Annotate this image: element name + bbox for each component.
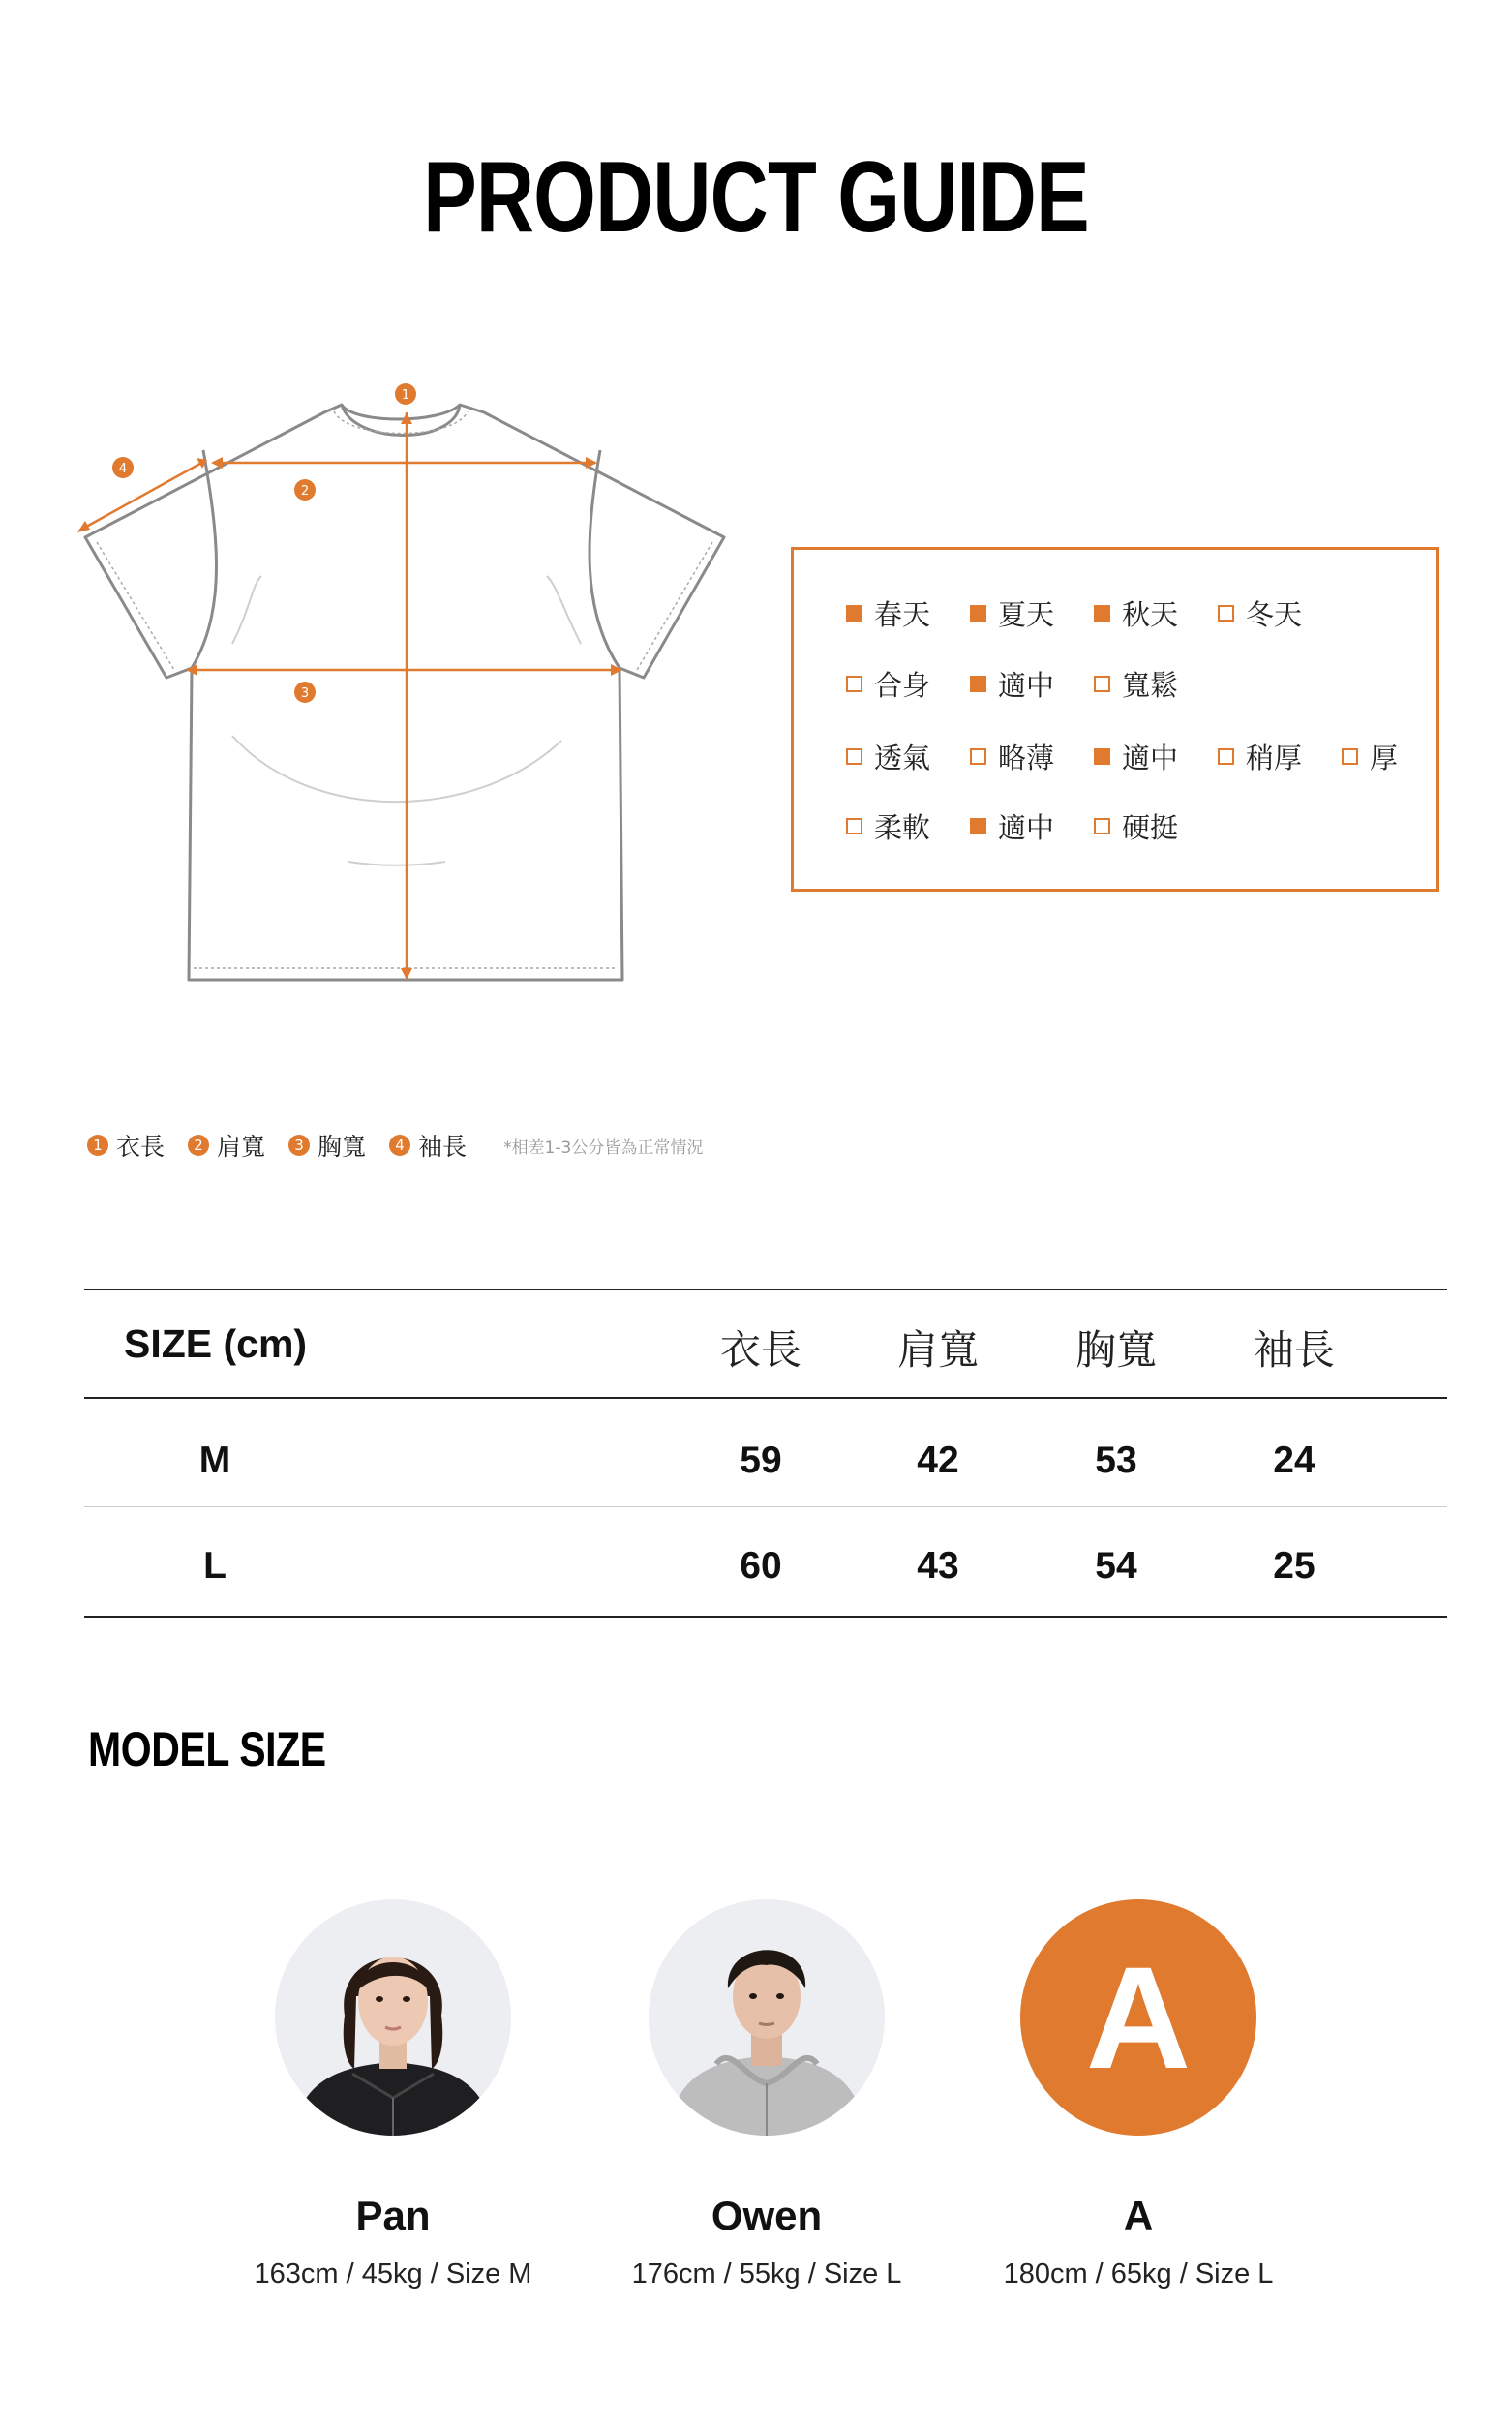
- model-avatar-pan: [275, 1899, 511, 2136]
- size-m-label: M: [198, 1440, 231, 1481]
- unchecked-box-icon: [1218, 605, 1234, 622]
- m-length: 59: [740, 1440, 782, 1481]
- unchecked-box-icon: [1218, 748, 1234, 765]
- legend-label: 衣長: [116, 1133, 166, 1161]
- checked-box-icon: [970, 676, 986, 692]
- legend-item: [389, 1128, 467, 1163]
- legend-item: [87, 1128, 165, 1163]
- m-sleeve: 24: [1273, 1440, 1315, 1481]
- model-size-title: MODEL SIZE: [88, 1722, 326, 1776]
- attr-option-label: 透氣: [874, 741, 931, 774]
- attr-option-label: 冬天: [1246, 597, 1303, 631]
- attr-option: [1218, 737, 1342, 775]
- fabric-attributes-box: [791, 547, 1439, 892]
- marker-1: [395, 383, 416, 405]
- attr-option-label: 夏天: [998, 597, 1055, 631]
- attr-option-label: 適中: [998, 810, 1055, 844]
- attr-option-label: 硬挺: [1122, 810, 1179, 844]
- attr-option: [846, 593, 970, 632]
- unchecked-box-icon: [1094, 818, 1110, 834]
- attr-option: [1094, 593, 1218, 632]
- header-shoulder: 肩寬: [896, 1326, 979, 1374]
- unchecked-box-icon: [970, 748, 986, 765]
- header-length: 衣長: [719, 1326, 801, 1374]
- m-shoulder: 42: [917, 1440, 959, 1481]
- unchecked-box-icon: [846, 676, 862, 692]
- legend-label: 胸寬: [318, 1133, 367, 1161]
- table-top-rule: [84, 1289, 1447, 1290]
- avatar-letter: A: [1085, 1936, 1192, 2099]
- legend-number: 3: [288, 1135, 310, 1156]
- attr-row-thickness: [846, 737, 1466, 775]
- attr-option: [1094, 737, 1218, 775]
- unchecked-box-icon: [846, 818, 862, 834]
- attr-option-label: 厚: [1370, 741, 1399, 774]
- legend-label: 肩寬: [217, 1133, 266, 1161]
- marker-2: [294, 479, 316, 501]
- attr-option-label: 適中: [1122, 741, 1179, 774]
- tshirt-measurement-diagram: [58, 368, 736, 997]
- attr-option: [1094, 664, 1218, 703]
- header-rule: [84, 1397, 1447, 1399]
- header-chest: 胸寬: [1074, 1326, 1157, 1374]
- svg-text:1: 1: [401, 388, 410, 403]
- l-length: 60: [740, 1545, 782, 1587]
- checked-box-icon: [1094, 748, 1110, 765]
- model-name-pan: Pan: [355, 2193, 431, 2238]
- model-info-a: 180cm / 65kg / Size L: [1003, 2259, 1274, 2290]
- row-divider: [84, 1506, 1447, 1507]
- model-info-owen: 176cm / 55kg / Size L: [631, 2259, 902, 2290]
- m-chest: 53: [1095, 1440, 1137, 1481]
- svg-text:3: 3: [300, 686, 310, 701]
- attr-option: [846, 664, 970, 703]
- attr-option: [970, 737, 1094, 775]
- attr-row-softness: [846, 806, 1218, 845]
- legend-label: 袖長: [418, 1133, 468, 1161]
- legend-item: [288, 1128, 366, 1163]
- attr-option-label: 柔軟: [874, 810, 931, 844]
- marker-3: [294, 682, 316, 703]
- legend-number: 1: [87, 1135, 108, 1156]
- measurement-legend: [87, 1129, 703, 1162]
- l-sleeve: 25: [1273, 1545, 1315, 1587]
- attr-option-label: 適中: [998, 668, 1055, 702]
- marker-4: [112, 457, 134, 478]
- attr-option-label: 略薄: [998, 741, 1055, 774]
- header-sleeve: 袖長: [1253, 1326, 1335, 1374]
- attr-option-label: 寬鬆: [1122, 668, 1179, 702]
- attr-option: [1218, 593, 1342, 632]
- svg-text:4: 4: [118, 462, 128, 476]
- model-avatar-a: [1020, 1899, 1256, 2136]
- checked-box-icon: [970, 605, 986, 622]
- svg-text:2: 2: [300, 484, 310, 499]
- attr-option-label: 合身: [874, 668, 931, 702]
- checked-box-icon: [970, 818, 986, 834]
- attr-row-season: [846, 593, 1342, 632]
- model-name-owen: Owen: [711, 2193, 823, 2238]
- checked-box-icon: [1094, 605, 1110, 622]
- page-title: PRODUCT GUIDE: [423, 141, 1089, 254]
- attr-option: [846, 806, 970, 845]
- model-avatar-owen: [649, 1899, 885, 2136]
- size-column-header: SIZE (cm): [124, 1321, 308, 1366]
- model-name-a: A: [1123, 2193, 1154, 2238]
- legend-item: [188, 1128, 265, 1163]
- unchecked-box-icon: [846, 748, 862, 765]
- l-shoulder: 43: [917, 1545, 959, 1587]
- tolerance-note: *相差1-3公分皆為正常情況: [503, 1138, 704, 1158]
- attr-option: [970, 664, 1094, 703]
- attr-option: [970, 593, 1094, 632]
- attr-row-fit: [846, 664, 1218, 703]
- attr-option-label: 春天: [874, 597, 931, 631]
- attr-option: [1094, 806, 1218, 845]
- attr-option: [1342, 737, 1466, 775]
- legend-number: 2: [188, 1135, 209, 1156]
- attr-option-label: 秋天: [1122, 597, 1179, 631]
- unchecked-box-icon: [1342, 748, 1358, 765]
- attr-option: [846, 737, 970, 775]
- size-l-label: L: [203, 1545, 227, 1587]
- legend-number: 4: [389, 1135, 410, 1156]
- attr-option-label: 稍厚: [1246, 741, 1303, 774]
- attr-option: [970, 806, 1094, 845]
- table-bottom-rule: [84, 1616, 1447, 1618]
- model-info-pan: 163cm / 45kg / Size M: [254, 2259, 532, 2290]
- unchecked-box-icon: [1094, 676, 1110, 692]
- checked-box-icon: [846, 605, 862, 622]
- l-chest: 54: [1095, 1545, 1137, 1587]
